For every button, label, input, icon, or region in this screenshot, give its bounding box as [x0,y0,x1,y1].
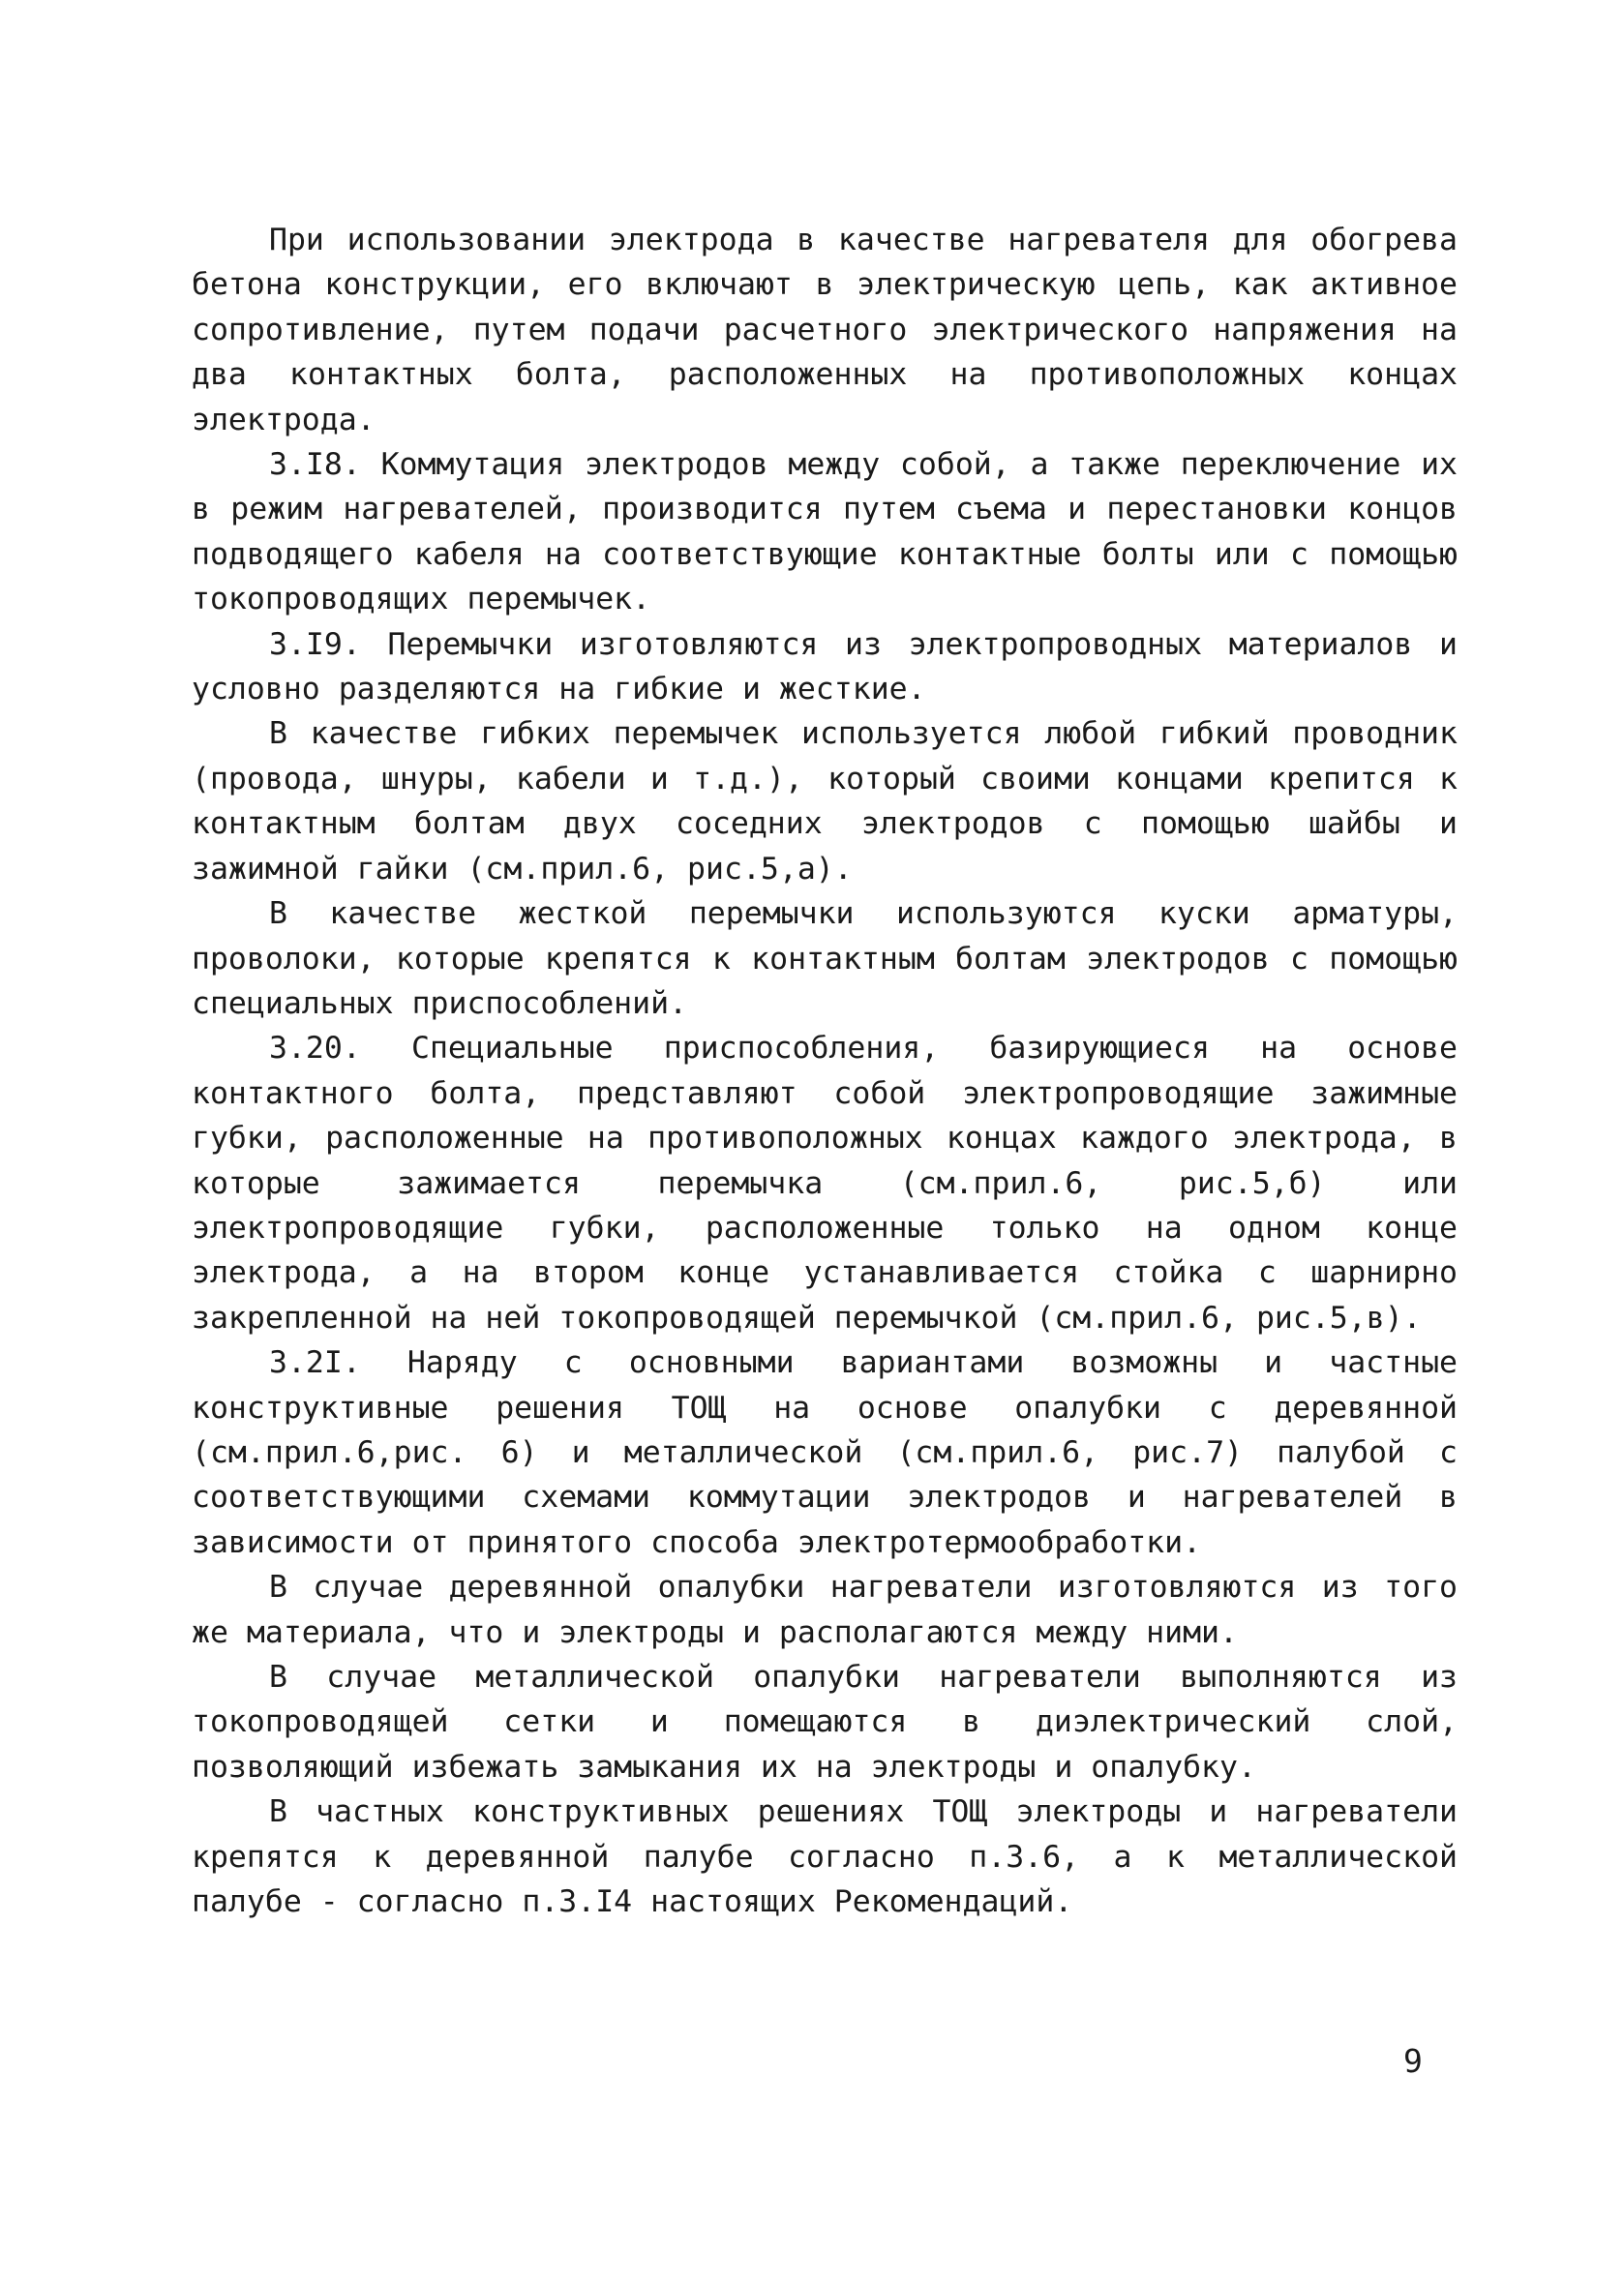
body-text [192,218,1458,1924]
paragraph-3-21: 3.2I. Наряду с основными вариантами возможны и частные конструктивные решения ТОЩ на основе опалубки с деревянной (см.прил.6,рис. 6) и металлической (см.прил.6, рис.7) палубой с соответствующими схемами коммутации электродов и нагревателей в зависимости от принятого способа электротермообработки. [192,1345,1458,1560]
paragraph-3-19: 3.I9. Перемычки изготовляются из электропроводных материалов и условно разделяются на гибкие и жесткие. [192,626,1458,707]
paragraph-3-20: 3.20. Специальные приспособления, базирующиеся на основе контактного болта, представляют собой электропроводящие зажимные губки, расположенные на противоположных концах каждого электрода, в которые зажимается перемычка (см.прил.6, рис.5,б) или электропроводящие губки, расположенные только на одном конце электрода, а на втором конце устанавливается стойка с шарнирно закрепленной на ней токопроводящей перемычкой (см.прил.6, рис.5,в). [192,1031,1458,1336]
paragraph-metal-formwork: В случае металлической опалубки нагреватели выполняются из токопроводящей сетки и помещаются в диэлектрический слой, позволяющий избежать замыкания их на электроды и опалубку. [192,1660,1458,1785]
paragraph-rigid-jumpers: В качестве жесткой перемычки используются куски арматуры, проволоки, которые крепятся к контактным болтам электродов с помощью специальных приспособлений. [192,896,1458,1021]
paragraph-electrode-heater: При использовании электрода в качестве нагревателя для обогрева бетона конструкции, его включают в электрическую цепь, как активное сопротивление, путем подачи расчетного электрического напряжения на два контактных болта, расположенных на противоположных концах электрода. [192,223,1458,437]
paragraph-flexible-jumpers: В качестве гибких перемычек используется любой гибкий проводник (провода, шнуры, кабели и т.д.), который своими концами крепится к контактным болтам двух соседних электродов с помощью шайбы и зажимной гайки (см.прил.6, рис.5,а). [192,716,1458,887]
paragraph-particular-solutions: В частных конструктивных решениях ТОЩ электроды и нагреватели крепятся к деревянной палубе согласно п.3.6, а к металлической палубе - согласно п.3.I4 настоящих Рекомендаций. [192,1794,1458,1920]
paragraph-wooden-formwork: В случае деревянной опалубки нагреватели изготовляются из того же материала, что и электроды и располагаются между ними. [192,1570,1458,1650]
paragraph-3-18: 3.I8. Коммутация электродов между собой, а также переключение их в режим нагревателей, производится путем съема и перестановки концов подводящего кабеля на соответствующие контактные болты или с помощью токопроводящих перемычек. [192,447,1458,617]
page-number: 9 [1403,2042,1423,2080]
